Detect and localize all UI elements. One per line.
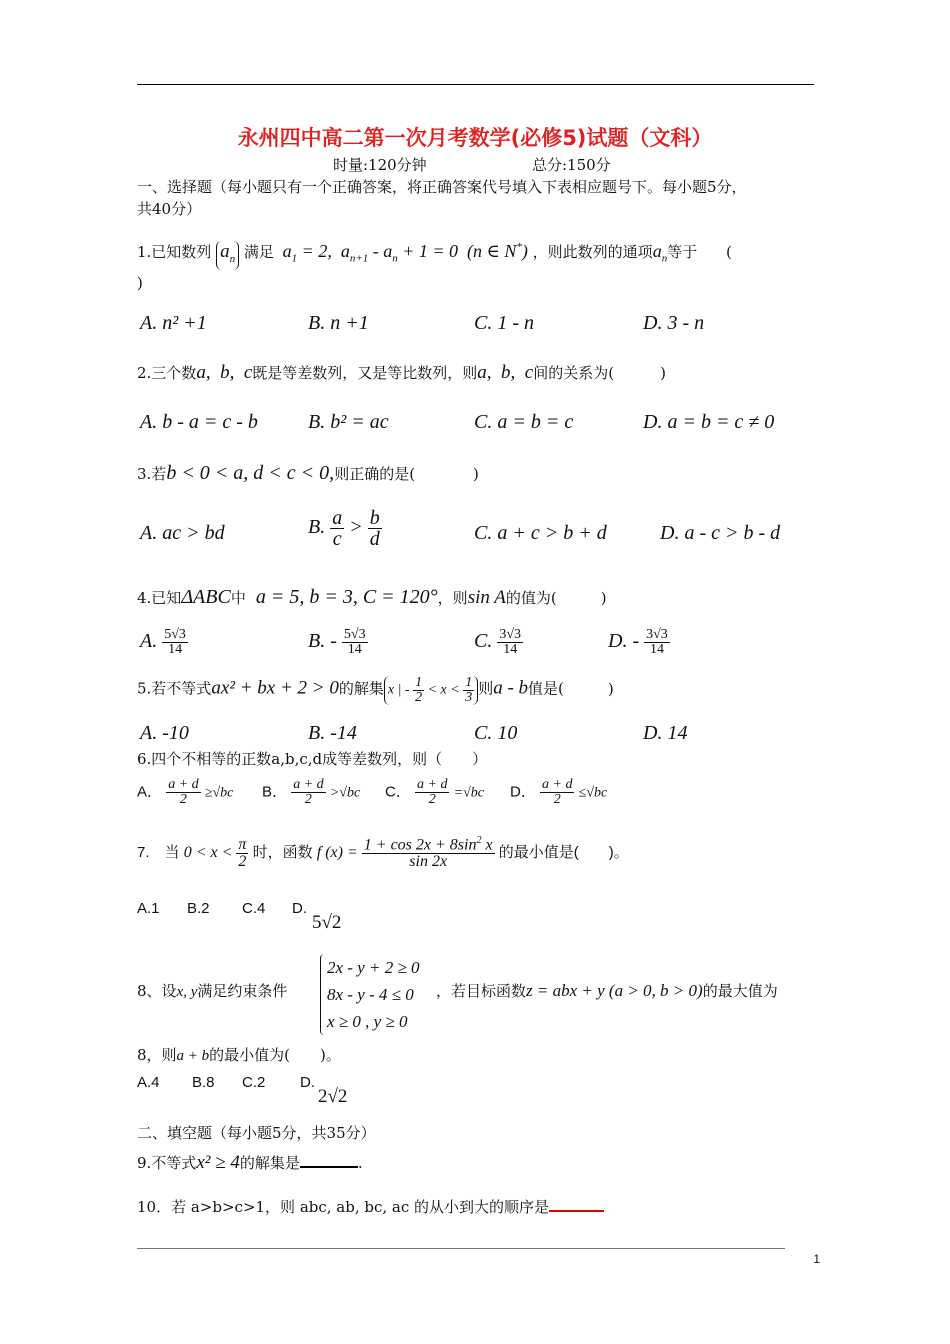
q9-answer-blank[interactable] [300, 1152, 358, 1168]
q10-answer-blank[interactable] [549, 1196, 604, 1212]
q8-option-d-value: 2√2 [318, 1086, 348, 1107]
question-1: 1.已知数列 $a_n$ 满足 $a_1 = 2$, $a_{n+1} - a_n + 1 = 0$ (n ∈ N*) ，则此数列的通项$a_n$等于 ( [137, 236, 732, 270]
q5-option-d: D. 14 [643, 722, 688, 744]
q7-option-d: D. [292, 900, 307, 917]
q4-option-c: C. $\frac{3√3}{14}$ [474, 627, 522, 657]
question-8-objective: ，若目标函数z = abx + y (a > 0, b > 0)的最大值为 [436, 981, 778, 1000]
q2-option-a: A. b - a = c - b [140, 411, 258, 433]
q6-option-b: B． $\frac{a + d}{2}$ >√bc [262, 777, 361, 807]
q4-option-a: A. $\frac{5√3}{14}$ [140, 627, 186, 657]
q6-option-c: C． $\frac{a + d}{2}$ =√bc [385, 777, 484, 807]
q2-option-d: D. a = b = c ≠ 0 [643, 411, 775, 433]
page-number: 1 [813, 1252, 820, 1266]
q1-option-b: B. n +1 [308, 312, 369, 334]
constraint-system: 2x - y + 2 ≥ 0 8x - y - 4 ≤ 0 x ≥ 0 , y ≥ 0 [320, 954, 420, 1035]
q7-option-c: C.4 [242, 900, 266, 917]
q1-close: ) [137, 274, 143, 292]
section-1-heading-cont: 共40分） [137, 200, 202, 218]
q4-option-d: D. - $\frac{3√3}{14}$ [608, 627, 668, 657]
question-10: 10．若 a>b>c>1，则 abc, ab, bc, ac 的从小到大的顺序是 [137, 1196, 604, 1218]
question-8: 8、设x, y满足约束条件 [137, 982, 288, 1000]
q7-option-d-value: 5√2 [312, 912, 342, 933]
q4-option-b: B. - $\frac{5√3}{14}$ [308, 627, 366, 657]
q1-option-a: A. n² +1 [140, 312, 207, 334]
q6-option-d: D． $\frac{a + d}{2}$ ≤√bc [510, 777, 608, 807]
q3-option-b: B. $\frac{a}{c}$ > $\frac{b}{d}$ [308, 507, 380, 550]
q1-option-c: C. 1 - n [474, 312, 534, 334]
q6-option-a: A． $\frac{a + d}{2}$ ≥√bc [137, 777, 234, 807]
q8-option-b: B.8 [192, 1074, 215, 1091]
question-6: 6.四个不相等的正数a,b,c,d成等差数列，则（ ） [137, 750, 488, 768]
q2-option-c: C. a = b = c [474, 411, 574, 433]
question-9: 9.不等式x² ≥ 4的解集是 . [137, 1152, 363, 1173]
question-5: 5.若不等式ax² + bx + 2 > 0的解集 x | - $\frac{1}{2}$ < x < $\frac{1}{3}$ 则a - b值是( ) [137, 675, 614, 705]
page-title: 永州四中高二第一次月考数学(必修5)试题（文科） [237, 126, 713, 150]
q2-option-b: B. b² = ac [308, 411, 389, 433]
section-2-heading: 二、填空题（每小题5分，共35分） [137, 1124, 376, 1142]
q1-option-d: D. 3 - n [643, 312, 705, 334]
q8-option-a: A.4 [137, 1074, 160, 1091]
q5-option-a: A. -10 [140, 722, 189, 744]
section-1-heading: 一、选择题（每小题只有一个正确答案，将正确答案代号填入下表相应题号下。每小题5分， [137, 178, 747, 196]
footer-rule [137, 1248, 785, 1249]
q3-option-a: A. ac > bd [140, 522, 225, 544]
question-2: 2.三个数a, b, c既是等差数列，又是等比数列，则a, b, c间的关系为( ) [137, 362, 666, 383]
q3-option-d: D. a - c > b - d [660, 522, 781, 544]
q7-option-b: B.2 [187, 900, 210, 917]
exam-time: 时量:120分钟 [333, 156, 427, 174]
question-8-line2: 8，则a + b的最小值为( )。 [137, 1046, 341, 1064]
q7-option-a: A.1 [137, 900, 160, 917]
q1-condition: $a_1 = 2$, $a_{n+1} - a_n + 1 = 0$ (n ∈ N*) [282, 241, 528, 265]
question-3: 3.若b < 0 < a, d < c < 0,则正确的是( ) [137, 462, 479, 484]
exam-score: 总分:150分 [532, 156, 611, 174]
q3-option-c: C. a + c > b + d [474, 522, 607, 544]
question-4: 4.已知ΔABC中 a = 5, b = 3, C = 120°，则sin A的值为( ) [137, 586, 607, 608]
q8-option-c: C.2 [242, 1074, 266, 1091]
sequence-symbol: $a_n$ [216, 241, 239, 270]
solution-set: x | - $\frac{1}{2}$ < x < $\frac{1}{3}$ [384, 676, 478, 705]
q5-option-b: B. -14 [308, 722, 357, 744]
q5-option-c: C. 10 [474, 722, 518, 744]
question-7: 7. 当 0 < x < $\frac{\pi}{2}$ 时，函数 f (x) = $\frac{1 + \cos 2x + 8\sin^2 x}{\sin 2x}$ 的最小值是( )。 [137, 835, 629, 871]
q8-option-d: D. [300, 1074, 315, 1091]
header-rule [137, 84, 814, 85]
